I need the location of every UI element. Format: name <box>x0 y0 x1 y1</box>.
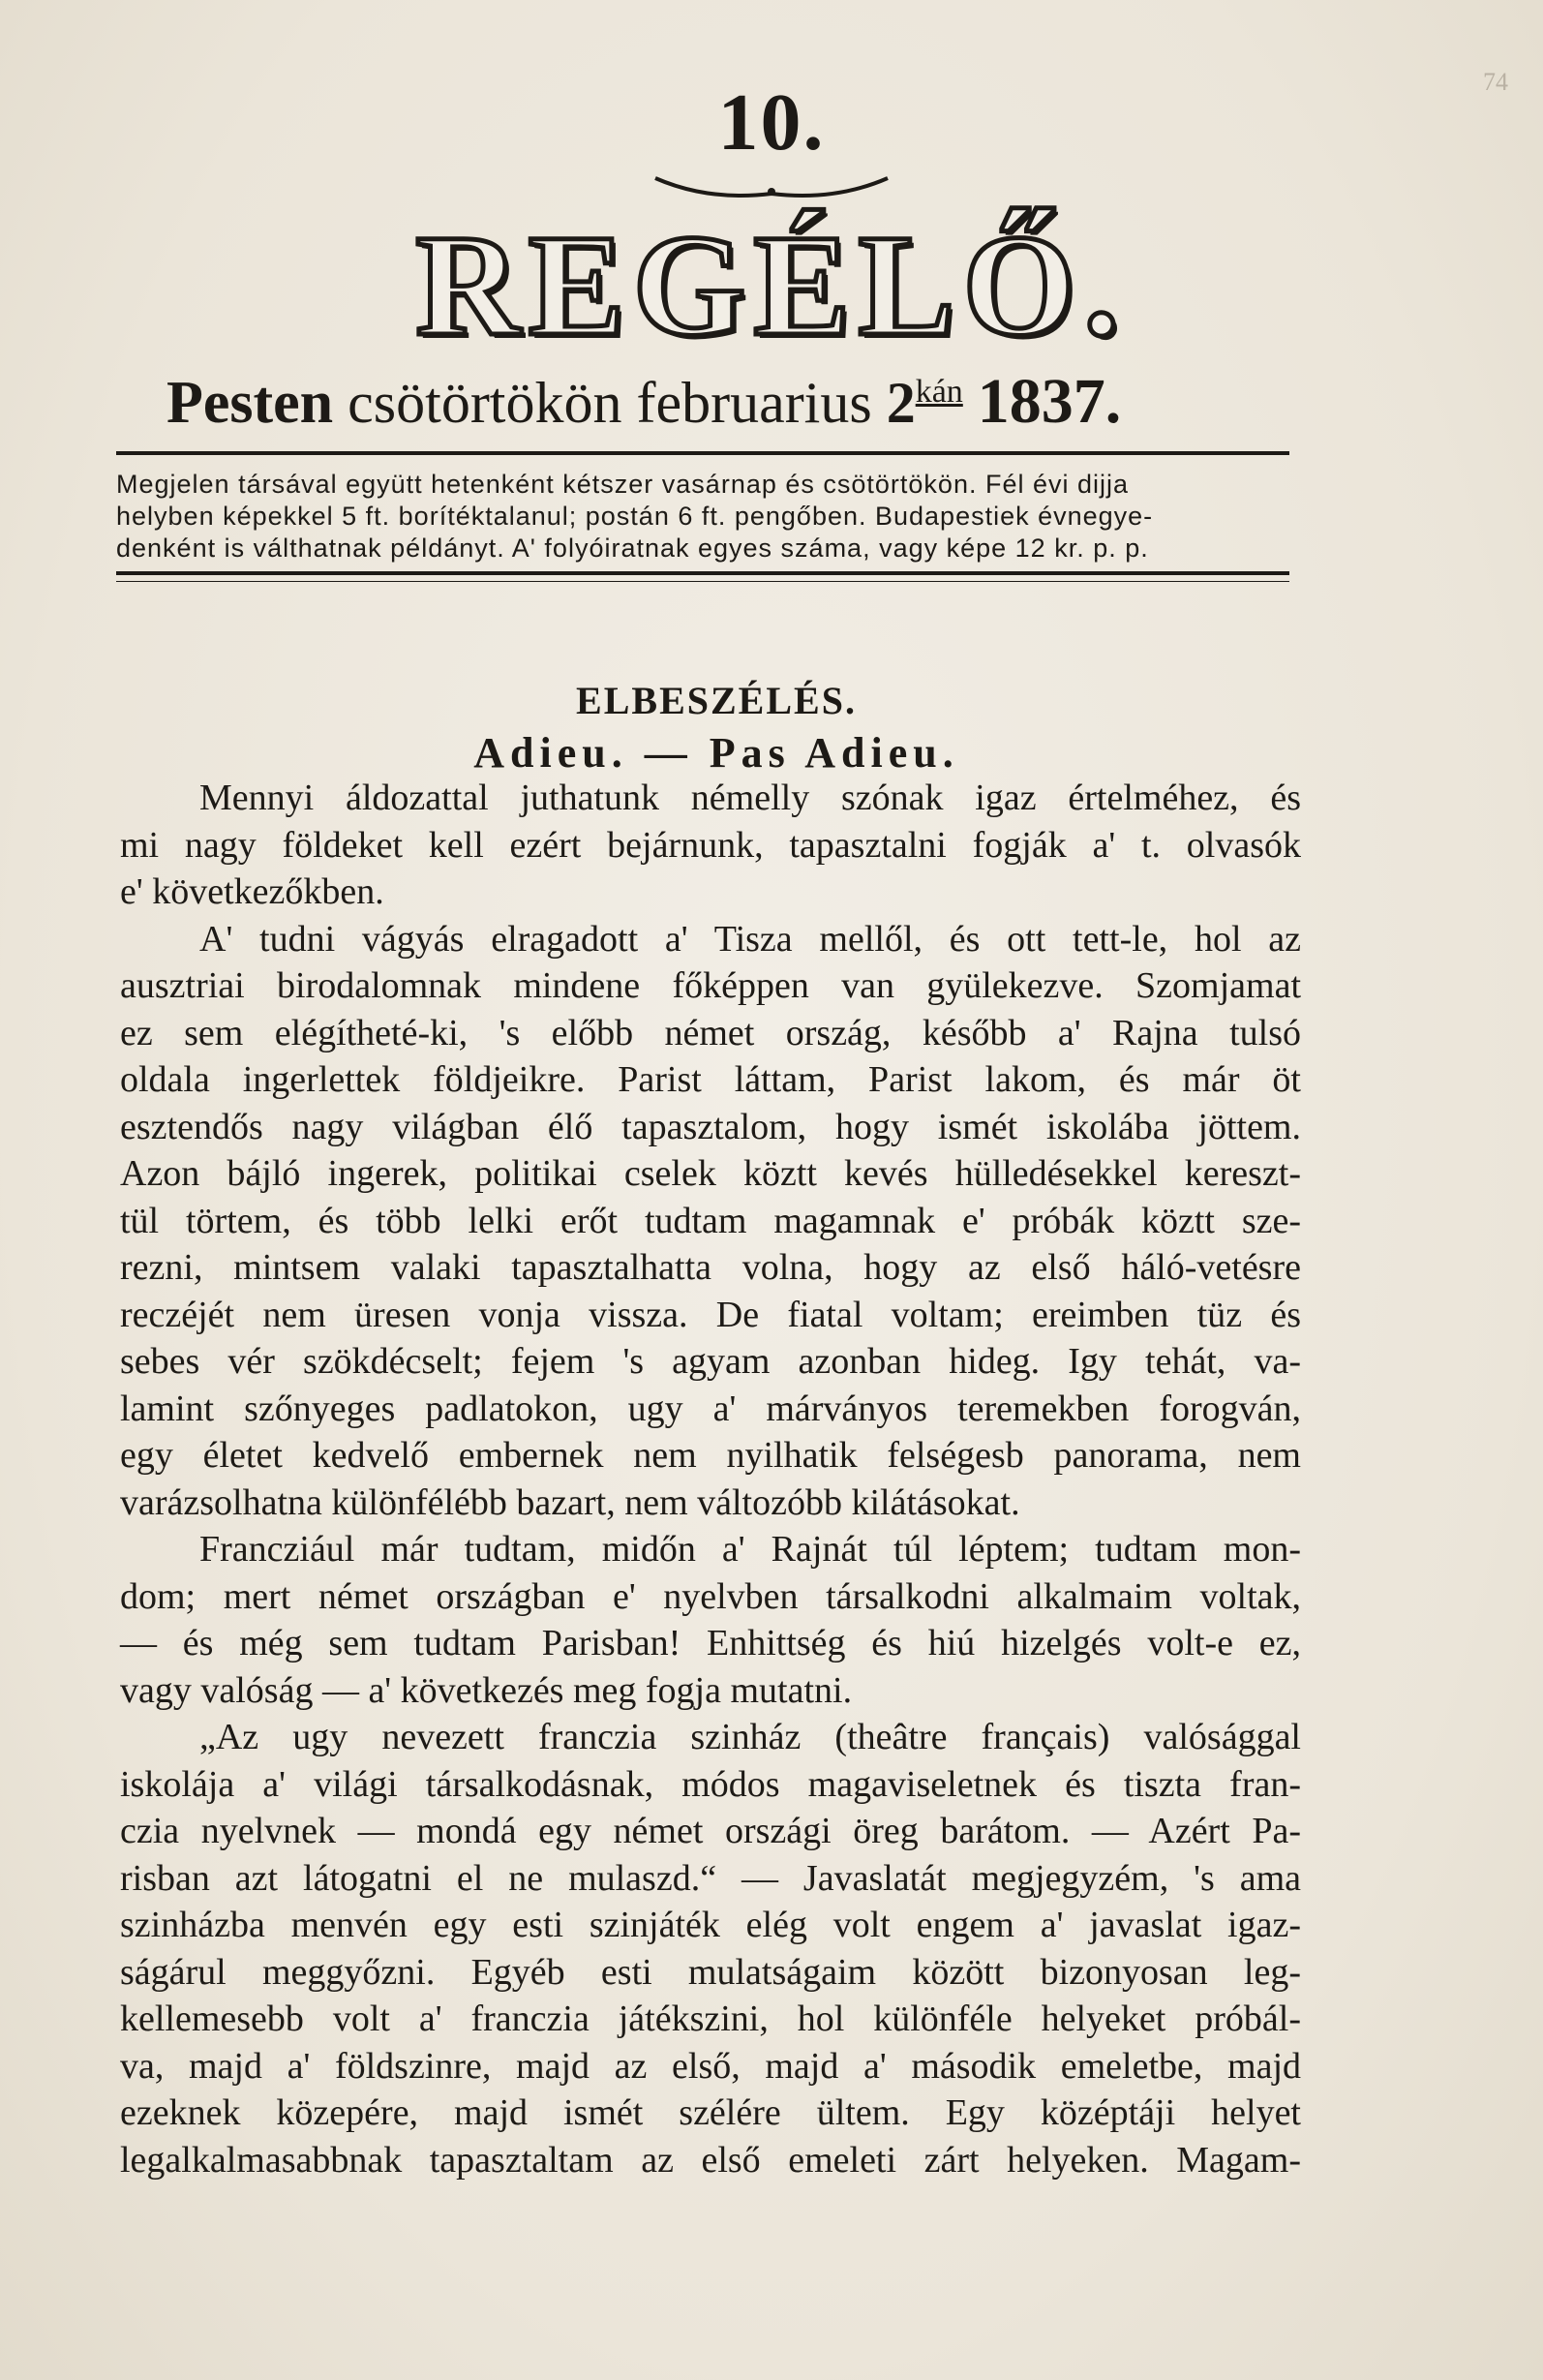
body-line: Azon bájló ingerek, politikai cselek köztt kevés hülledésekkel kereszt- <box>120 1153 1301 1194</box>
dateline-weekday-month: csötörtökön februarius <box>348 371 872 435</box>
body-line: reczéjét nem üresen vonja vissza. De fiatal voltam; ereimben tüz és <box>120 1294 1301 1335</box>
issue-number: 10. <box>717 77 826 168</box>
body-line: dom; mert német országban e' nyelvben társalkodni alkalmaim voltak, <box>120 1575 1301 1617</box>
bleed-through-page-number: 74 <box>1483 68 1508 96</box>
body-line: lamint szőnyeges padlatokon, ugy a' márványos teremekben forogván, <box>120 1388 1301 1429</box>
body-line: czia nyelvnek — mondá egy német országi öreg barátom. — Azért Pa- <box>120 1811 1301 1851</box>
bottom-rule-thin <box>116 581 1289 582</box>
body-line: oldala ingerlettek földjeikre. Parist láttam, Parist lakom, és már öt <box>120 1059 1301 1100</box>
body-line: tül törtem, és több lelki erőt tudtam magamnak e' próbák köztt sze- <box>120 1200 1301 1241</box>
article-title: Adieu. — Pas Adieu. <box>473 729 959 777</box>
body-line: ausztriai birodalomnak mindene főképpen van gyülekezve. Szomjamat <box>120 965 1301 1006</box>
body-line: Mennyi áldozattal juthatunk némelly szónak igaz értelméhez, és <box>199 778 1301 818</box>
body-line: varázsolhatna különfélébb bazart, nem változóbb kilátásokat. <box>120 1481 1020 1523</box>
dateline-city: Pesten <box>166 370 334 436</box>
body-line: ez sem elégítheté-ki, 's előbb német ország, később a' Rajna tulsó <box>120 1012 1301 1053</box>
body-line: kellemesebb volt a' franczia játékszini, hol különféle helyeket próbál- <box>120 1999 1301 2039</box>
body-line: sebes vér szökdécselt; fejem 's agyam azonban hideg. Igy tehát, va- <box>120 1341 1301 1382</box>
body-line: Francziául már tudtam, midőn a' Rajnát túl léptem; tudtam mon- <box>199 1529 1301 1570</box>
body-line: szinházba menvén egy esti szinjáték elég volt engem a' javaslat igaz- <box>120 1905 1301 1945</box>
subscription-line: denként is válthatnak példányt. A' folyóiratnak egyes száma, vagy képe 12 kr. p. p. <box>116 534 1149 563</box>
dateline-day-suffix: kán <box>915 374 963 410</box>
body-line: ságárul meggyőzni. Egyéb esti mulatságaim között bizonyosan leg- <box>120 1951 1301 1993</box>
body-line: — és még sem tudtam Parisban! Enhittség és hiú hizelgés volt-e ez, <box>120 1623 1301 1663</box>
dateline <box>166 358 1289 437</box>
bottom-rule <box>116 571 1289 575</box>
body-line: risban azt látogatni el ne mulaszd.“ — Javaslatát megjegyzém, 's ama <box>120 1857 1301 1899</box>
body-line: esztendős nagy világban élő tapasztalom, hogy ismét iskolába jöttem. <box>120 1106 1301 1147</box>
body-line: va, majd a' földszinre, majd az első, majd a' második emeletbe, majd <box>120 2045 1301 2087</box>
subscription-line: Megjelen társával együtt hetenként kétszer vasárnap és csötörtökön. Fél évi dijja <box>116 470 1130 499</box>
flourish-ornament <box>650 170 893 199</box>
body-line: e' következőkben. <box>120 871 384 912</box>
body-line: legalkalmasabbnak tapasztaltam az első emeleti zárt helyeken. Magam- <box>120 2139 1301 2181</box>
body-line: mi nagy földeket kell ezért bejárnunk, tapasztalni fogják a' t. olvasók <box>120 824 1301 866</box>
subscription-note <box>116 469 1289 564</box>
body-line: „Az ugy nevezett franczia szinház (theâtre français) valósággal <box>199 1717 1301 1757</box>
body-line: ezeknek közepére, majd ismét szélére ültem. Egy középtáji helyet <box>120 2092 1301 2133</box>
section-heading: ELBESZÉLÉS. <box>576 679 857 722</box>
dateline-year: 1837. <box>977 366 1122 437</box>
body-line: iskolája a' világi társalkodásnak, módos magaviseletnek és tiszta fran- <box>120 1763 1301 1805</box>
body-line: egy életet kedvelő embernek nem nyilhatik felségesb panorama, nem <box>120 1435 1301 1476</box>
body-line: vagy valóság — a' következés meg fogja mutatni. <box>120 1669 853 1711</box>
subscription-line: helyben képekkel 5 ft. borítéktalanul; postán 6 ft. pengőben. Budapestiek évnegye- <box>116 502 1154 531</box>
body-line: rezni, mintsem valaki tapasztalhatta volna, hogy az első háló-vetésre <box>120 1247 1301 1288</box>
masthead-title: REGÉLŐ. <box>415 205 1128 366</box>
body-line: A' tudni vágyás elragadott a' Tisza mellől, és ott tett-le, hol az <box>199 918 1301 960</box>
article-body <box>120 775 1301 2183</box>
dateline-day: 2 <box>886 371 916 435</box>
top-rule <box>116 451 1289 455</box>
